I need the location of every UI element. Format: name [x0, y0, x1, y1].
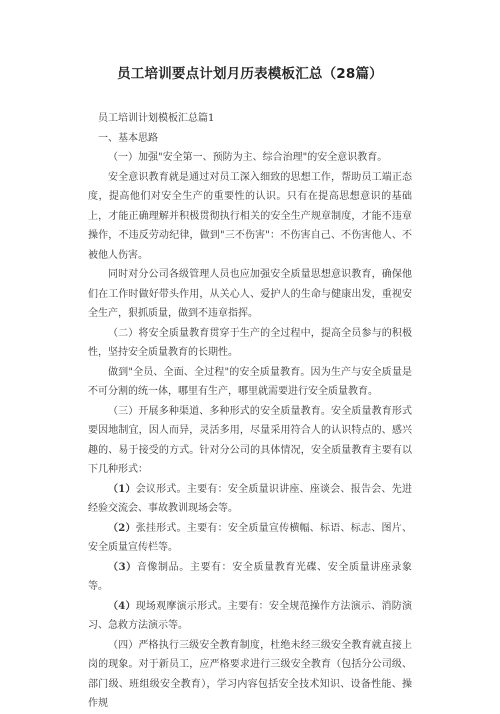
paragraph: （一）加强"安全第一、预防为主、综合治理"的安全意识教育。 [108, 152, 388, 163]
paragraph: 安全意识教育就是通过对员工深入细致的思想工作，帮助员工端正态度，提高他们对安全生产的重要性的认识。只有在提高思想意识的基础上，才能正确理解并积极贯彻执行相关的安全生产规章制度，才能不违章操作，不违反劳动纪律，做到"三不伤害"：不伤害自己、不伤害他人、不被他人伤害。 [88, 171, 412, 261]
paragraph: 做到"全员、全面、全过程"的安全质量教育。因为生产与安全质量是不可分割的统一体，哪里有生产，哪里就需要进行安全质量教育。 [88, 366, 412, 397]
paragraph: （四）严格执行三级安全教育制度，杜绝未经三级安全教育就直接上岗的现象。对于新员工，应严格要求进行三级安全教育（包括分公司级、部门级、班组级安全教育），学习内容包括安全技术知识、设备性能、操作规 [88, 639, 412, 709]
document-subtitle: 员工培训计划模板汇总篇1 [98, 113, 215, 124]
form-item-text: 现场观摩演示形式。主要有：安全规范操作方法演示、消防演习、急救方法演示等。 [88, 600, 412, 631]
document-title: 员工培训要点计划月历表模板汇总（28篇） [117, 66, 383, 82]
form-item [88, 597, 412, 636]
form-item-number: （4） [108, 600, 136, 612]
section-heading: 一、基本思路 [98, 132, 158, 144]
form-item [88, 480, 412, 519]
paragraph: （三）开展多种渠道、多种形式的安全质量教育。安全质量教育形式要因地制宜，因人而异，灵活多用，尽量采用符合人的认识特点的、感兴趣的、易于接受的方式。针对分公司的具体情况，安全质量教育主要有以下几种形式： [88, 405, 412, 475]
paragraph: （二）将安全质量教育贯穿于生产的全过程中，提高全员参与的积极性，坚持安全质量教育的长期性。 [88, 327, 412, 358]
form-item-number: （1） [108, 483, 136, 495]
form-item [88, 519, 412, 558]
paragraph: 同时对分公司各级管理人员也应加强安全质量思想意识教育，确保他们在工作时做好带头作用，从关心人、爱护人的生命与健康出发，重视安全生产，狠抓质量，做到不违章指挥。 [88, 269, 412, 319]
form-item-text: 音像制品。主要有：安全质量教育光碟、安全质量讲座录象等。 [88, 561, 413, 592]
form-item-number: （2） [108, 522, 136, 534]
form-item-number: （3） [108, 561, 137, 573]
form-item [88, 558, 412, 597]
form-item-text: 张挂形式。主要有：安全质量宣传横幅、标语、标志、图片、安全质量宣传栏等。 [88, 522, 412, 553]
form-item-text: 会议形式。主要有：安全质量识讲座、座谈会、报告会、先进经验交流会、事故教训现场会等。 [88, 483, 412, 514]
